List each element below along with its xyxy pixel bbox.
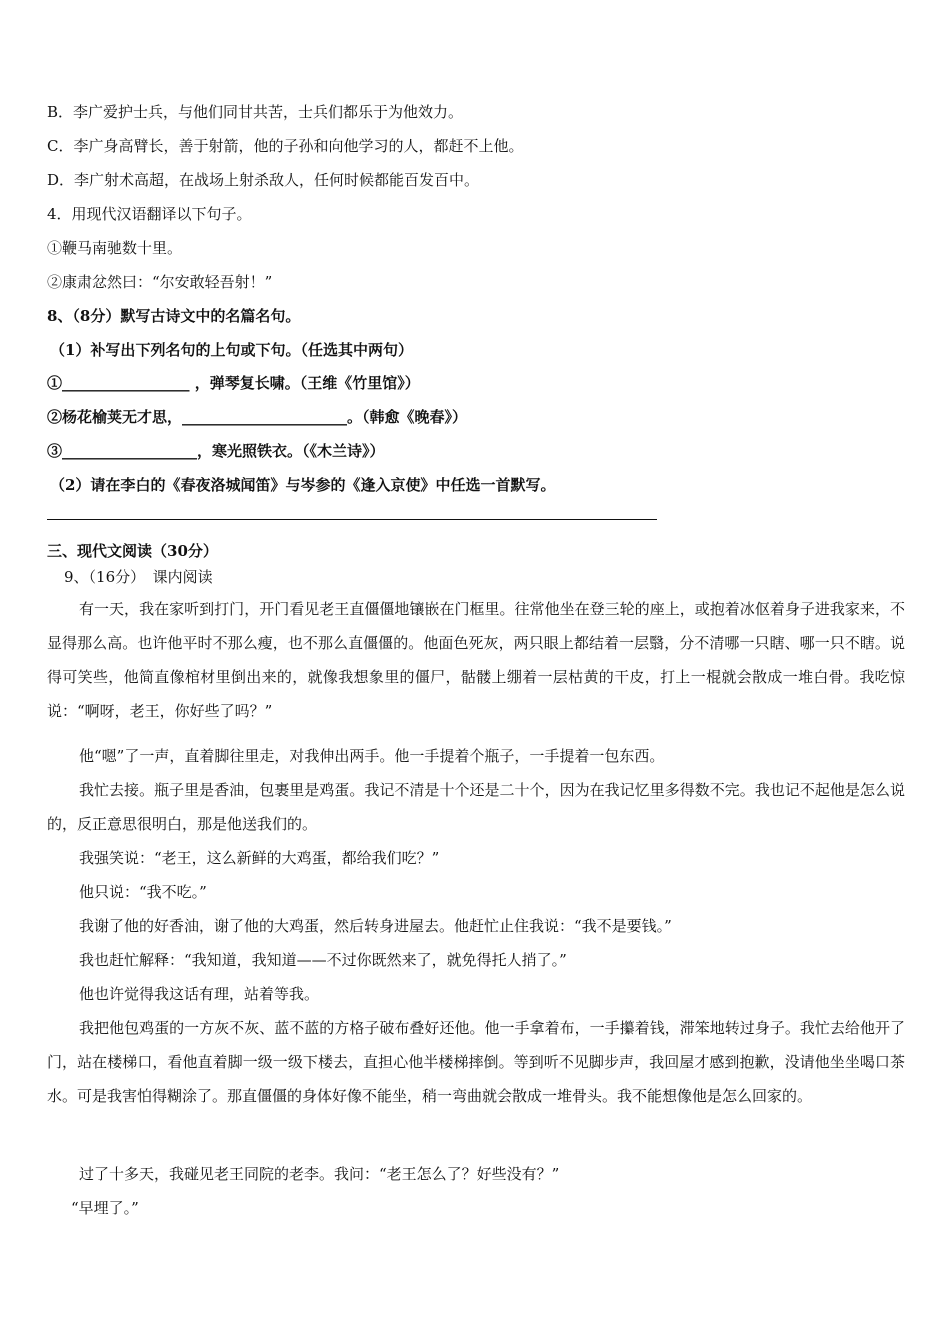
question-8-line-1: ①_________________ ，弹琴复长啸。（王维《竹里馆》） — [47, 374, 420, 392]
passage-paragraph: 我也赶忙解释：“我知道，我知道——不过你既然来了，就免得托人捎了。” — [79, 951, 567, 969]
question-8-part-2: （2）请在李白的《春夜洛城闻笛》与岑参的《逢入京使》中任选一首默写。 — [50, 476, 556, 494]
passage-paragraph: 我忙去接。瓶子里是香油，包裹里是鸡蛋。我记不清是十个还是二十个，因为在我记忆里多得数不完。我也记不起他是怎么说的，反正意思很明白，那是他送我们的。 — [47, 781, 905, 833]
question-8-title: 8、（8分）默写古诗文中的名篇名句。 — [47, 307, 301, 325]
question-8-line-2: ②杨花榆荚无才思，______________________。（韩愈《晚春》） — [47, 408, 468, 426]
passage-paragraph: “早埋了。” — [71, 1199, 139, 1217]
question-4-item-2: ②康肃忿然曰：“尔安敢轻吾射！” — [47, 273, 273, 291]
passage-paragraph: 过了十多天，我碰见老王同院的老李。我问：“老王怎么了？好些没有？” — [79, 1165, 560, 1183]
option-b: B．李广爱护士兵，与他们同甘共苦，士兵们都乐于为他效力。 — [47, 103, 464, 121]
passage-paragraph: 有一天，我在家听到打门，开门看见老王直僵僵地镶嵌在门框里。往常他坐在登三轮的座上，或抱着冰伛着身子进我家来，不显得那么高。也许他平时不那么瘦，也不那么直僵僵的。他面色死灰，两只眼上都结着一层翳，分不清哪一只瞎、哪一只不瞎。说得可笑些，他简直像棺材里倒出来的，就像我想象里的僵尸，骷髅上绷着一层枯黄的干皮，打上一棍就会散成一堆白骨。我吃惊说：“啊呀，老王，你好些了吗？” — [47, 600, 905, 720]
option-c: C．李广身高臂长，善于射箭，他的子孙和向他学习的人，都赶不上他。 — [47, 137, 524, 155]
passage-paragraph: 他“嗯”了一声，直着脚往里走，对我伸出两手。他一手提着个瓶子，一手提着一包东西。 — [79, 747, 665, 765]
question-8-line-3: ③__________________，寒光照铁衣。（《木兰诗》） — [47, 442, 385, 460]
section-3-heading: 三、现代文阅读（30分） — [47, 542, 218, 560]
answer-line — [47, 519, 657, 520]
question-4: 4．用现代汉语翻译以下句子。 — [47, 205, 252, 223]
passage-paragraph: 我强笑说：“老王，这么新鲜的大鸡蛋，都给我们吃？” — [79, 849, 440, 867]
passage-paragraph: 我谢了他的好香油，谢了他的大鸡蛋，然后转身进屋去。他赶忙止住我说：“我不是要钱。” — [79, 917, 672, 935]
question-4-item-1: ①鞭马南驰数十里。 — [47, 239, 183, 257]
passage-paragraph: 我把他包鸡蛋的一方灰不灰、蓝不蓝的方格子破布叠好还他。他一手拿着布，一手攥着钱，滞笨地转过身子。我忙去给他开了门，站在楼梯口，看他直着脚一级一级下楼去，直担心他半楼梯摔倒。等到听不见脚步声，我回屋才感到抱歉，没请他坐坐喝口茶水。可是我害怕得糊涂了。那直僵僵的身体好像不能坐，稍一弯曲就会散成一堆骨头。我不能想像他是怎么回家的。 — [47, 1019, 905, 1105]
question-8-part-1: （1）补写出下列名句的上句或下句。（任选其中两句） — [50, 341, 413, 359]
question-9-title: 9、（16分） 课内阅读 — [64, 568, 213, 586]
passage-paragraph: 他只说：“我不吃。” — [79, 883, 207, 901]
passage-paragraph: 他也许觉得我这话有理，站着等我。 — [79, 985, 320, 1003]
option-d: D．李广射术高超，在战场上射杀敌人，任何时候都能百发百中。 — [47, 171, 480, 189]
